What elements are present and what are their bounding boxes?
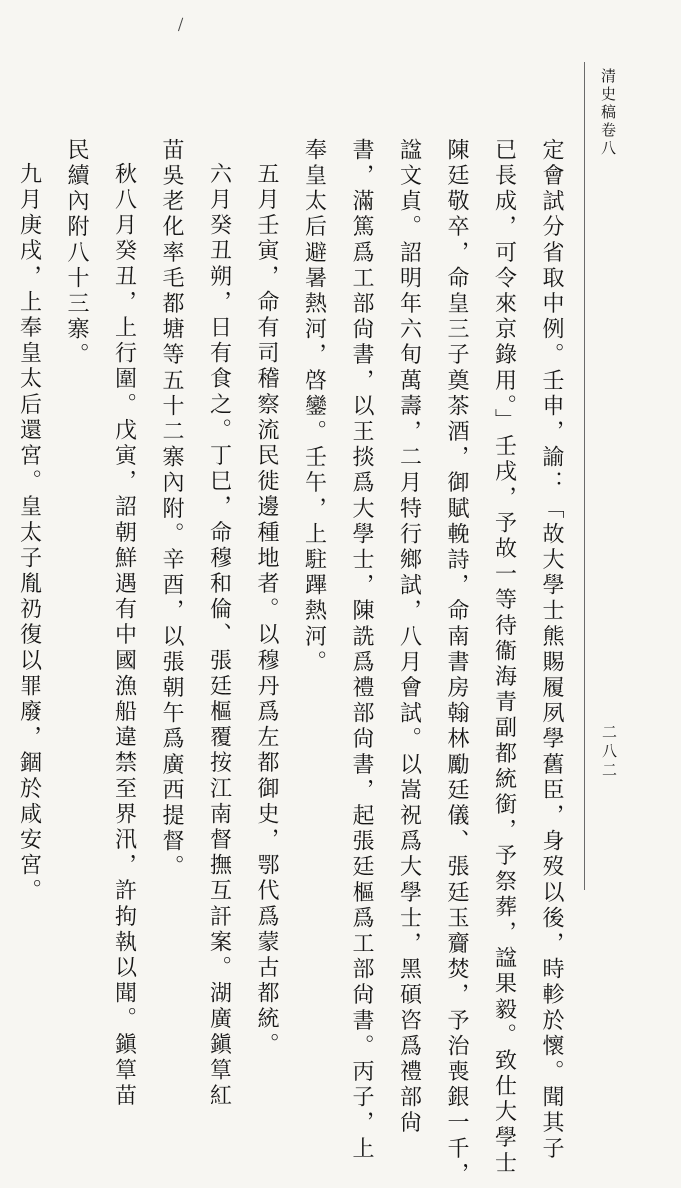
- text-column-6: 奉皇太后避暑熱河，啓鑾。壬午，上駐蹕熱河。: [301, 138, 327, 676]
- text-column-11: 民續內附八十三寨。: [64, 138, 89, 369]
- text-column-1: 定會試分省取中例。壬申，諭：「故大學士熊賜履夙學舊臣，身歿以後，時軫於懷。聞其子: [539, 138, 564, 1162]
- stray-ink-mark: [178, 18, 187, 33]
- running-header-title: 清史稿卷八: [599, 68, 617, 158]
- page-number: 二八二: [600, 724, 618, 781]
- text-column-10: 秋八月癸丑，上行圍。戊寅，詔朝鮮遇有中國漁船違禁至界汛，許拘執以聞。鎭筸苗: [111, 162, 137, 1110]
- text-column-4: 諡文貞。詔明年六旬萬壽，二月特行鄉試，八月會試。以嵩祝爲大學士，黑碩咨爲禮部尙: [396, 138, 422, 1137]
- text-column-13: [0, 138, 5, 898]
- text-column-5: 書，滿篤爲工部尙書，以王掞爲大學士，陳詵爲禮部尙書，起張廷樞爲工部尙書。丙子，上: [349, 138, 374, 1162]
- text-column-7: 五月壬寅，命有司稽察流民徙邊種地者。以穆丹爲左都御史，鄂代爲蒙古都統。: [254, 162, 279, 1059]
- text-column-12: 九月庚戌，上奉皇太后還宮。皇太子胤礽復以罪廢，錮於咸安宮。: [16, 162, 42, 905]
- text-column-3: 陳廷敬卒，命皇三子奠茶酒，御賦輓詩，命南書房翰林勵廷儀、張廷玉齎焚，予治喪銀一千，: [444, 138, 469, 1188]
- text-column-9: 苗吳老化率毛都塘等五十二寨內附。辛酉，以張朝午爲廣西提督。: [159, 138, 184, 881]
- text-column-2: 已長成，可令來京錄用。」壬戌，予故一等待衞海青副都統銜，予祭葬，諡果毅。致仕大學士: [491, 138, 517, 1177]
- text-column-8: 六月癸丑朔，日有食之。丁巳，命穆和倫、張廷樞覆按江南督撫互訐案。湖廣鎭筸紅: [206, 162, 232, 1110]
- vertical-text-body: [16, 138, 575, 1188]
- header-divider: [584, 62, 585, 890]
